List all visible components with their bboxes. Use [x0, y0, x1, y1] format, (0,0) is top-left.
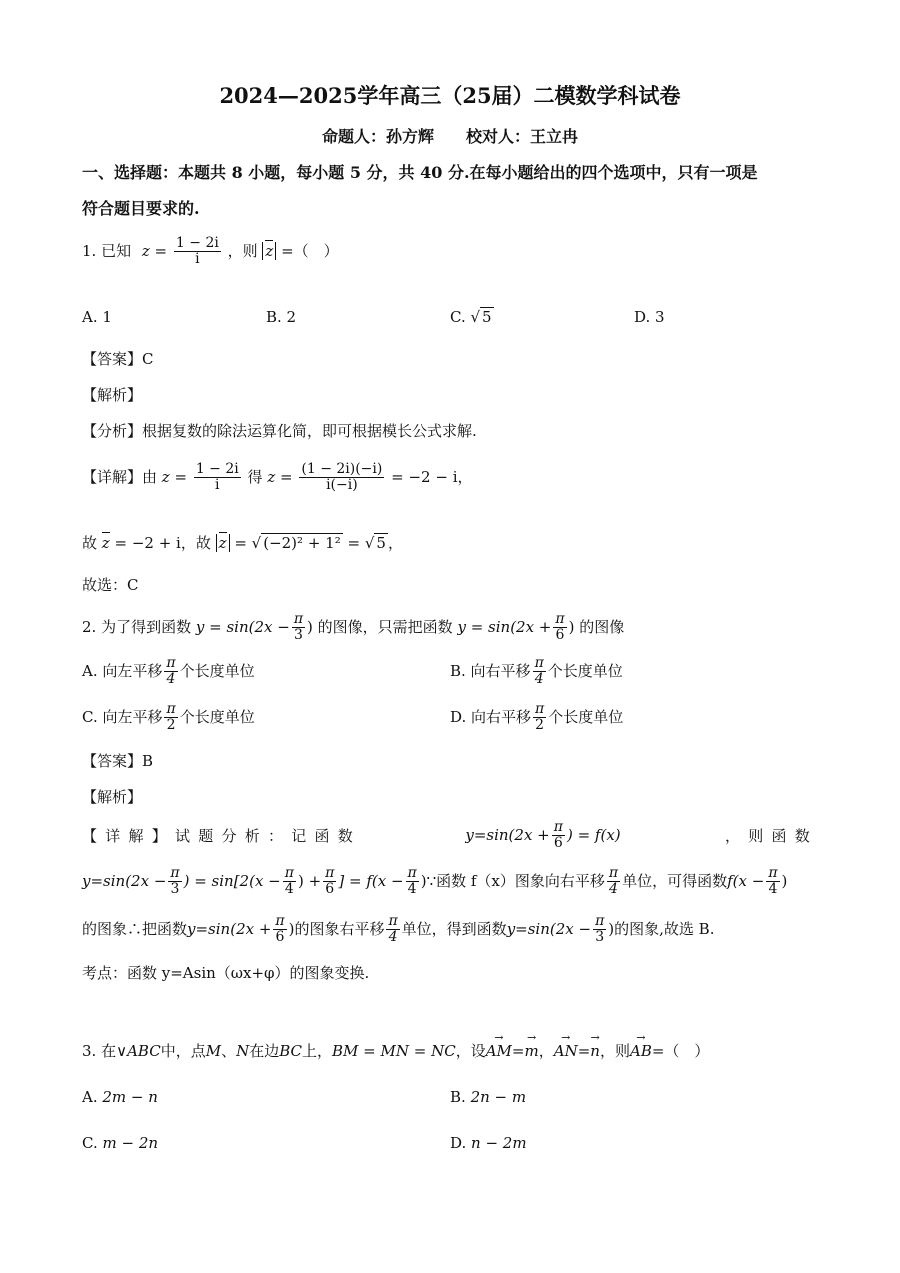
author-line: 命题人：孙方辉 校对人：王立冉: [321, 127, 578, 146]
q3-option-c: C. m − 2n: [82, 1134, 159, 1152]
q1-option-d: D. 3: [634, 308, 665, 326]
page-title: 2024—2025学年高三（25届）二模数学科试卷: [219, 83, 681, 108]
q3-option-a: A. 2m − n: [82, 1088, 158, 1106]
q3-option-b: B. 2n − m: [450, 1088, 527, 1106]
q1-fraction: $\frac{1 - 2i}{i}$: [175, 235, 219, 268]
q1-option-b: B. 2: [266, 308, 297, 326]
section-heading-line2: 符合题目要求的.: [82, 199, 200, 218]
q3-stem: 3. 在∨ABC中，点M、N在边BC上，BM = MN = NC，设→ AM=→ m，→ AN=→ n，则→ AB=（ ）: [82, 1040, 709, 1061]
q2-option-a: A. 向左平移 $\frac{\pi}{4}$ 个长度单位: [82, 655, 255, 688]
q2-detail-line3: 的图象∴把函数y=sin(2x + $\frac{\pi}{6}$ )的图象右平移 $\frac{\pi}{4}$ 单位，得到函数y=sin(2x − $\frac{\pi}{3}$ )的图象,故选 B.: [82, 913, 715, 946]
q2-analysis-label: 【解析】: [82, 788, 143, 806]
q2-option-c: C. 向左平移 $\frac{\pi}{2}$ 个长度单位: [82, 701, 255, 734]
section-heading-line1: 一、选择题：本题共 8 小题，每小题 5 分，共 40 分.在每小题给出的四个选项中，只有一项是: [82, 163, 758, 182]
q1-analysis-label: 【解析】: [82, 386, 143, 404]
q1-conclusion: 故选：C: [82, 576, 139, 594]
q2-stem: 2. 为了得到函数 y = sin(2x − $\frac{\pi}{3}$ ) 的图像，只需把函数 y = sin(2x + $\frac{\pi}{6}$ ) 的图像: [82, 611, 625, 644]
q1-stem: 1. 已知 z = $\frac{1 - 2i}{i}$ ，则 z =（ ）: [82, 235, 339, 268]
q1-detail: 【详解】由 z = $\frac{1 - 2i}{i}$ 得 z = $\frac{(1 - 2i)(-i)}{i(-i)}$ = −2 − i，: [82, 461, 473, 494]
q2-detail-line1: 【详解】试题分析：记函数 y=sin(2x + $\frac{\pi}{6}$ ) = f(x) ，则函数: [82, 819, 818, 852]
q3-option-d: D. n − 2m: [450, 1134, 527, 1152]
q1-abs-zbar: z: [262, 242, 276, 260]
q1-detail-line2: 故 z = −2 + i，故 z = √ (−2)² + 1² = √ 5 ，: [82, 534, 403, 552]
q1-fenxi: 【分析】根据复数的除法运算化简，即可根据模长公式求解.: [82, 422, 477, 440]
q2-option-b: B. 向右平移 $\frac{\pi}{4}$ 个长度单位: [450, 655, 623, 688]
q1-option-c: C. √ 5: [450, 308, 492, 326]
q1-answer: 【答案】C: [82, 350, 154, 368]
q2-detail-line2: y=sin(2x − $\frac{\pi}{3}$ ) = sin[2(x − $\frac{\pi}{4}$ ) + $\frac{\pi}{6}$ ] = f(x − $\frac{\pi}{4}$ )∵函数 f（x）图象向右平移 $\frac{\pi}{4}$ 单位，可得函数f(x − $\frac{\pi}{4}$ ): [82, 865, 788, 898]
q2-option-d: D. 向右平移 $\frac{\pi}{2}$ 个长度单位: [450, 701, 624, 734]
q1-option-a: A. 1: [82, 308, 112, 326]
q2-kaodian: 考点：函数 y=Asin（ωx+φ）的图象变换.: [82, 964, 370, 982]
q2-answer: 【答案】B: [82, 752, 154, 770]
